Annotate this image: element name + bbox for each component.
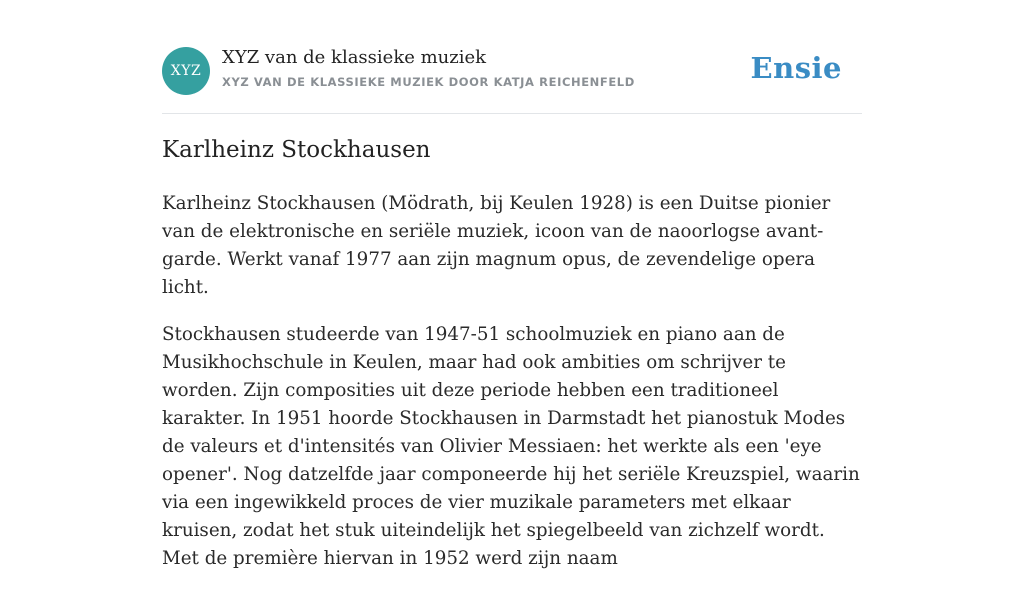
avatar[interactable]: XYZ: [162, 47, 210, 95]
brand-logo[interactable]: Ensie: [750, 51, 842, 85]
site-subtitle: XYZ VAN DE KLASSIEKE MUZIEK DOOR KATJA REICHENFELD: [222, 75, 635, 89]
site-header: [162, 47, 862, 95]
article-paragraph: Stockhausen studeerde van 1947-51 schoolmuziek en piano aan de Musikhochschule in Keulen, maar had ook ambities om schrijver te worden. Zijn composities uit deze periode hebben een traditioneel karakter. In 1951 hoorde Stockhausen in Darmstadt het pianostuk Modes de valeurs et d'intensités van Olivier Messiaen: het werkte als een 'eye opener'. Nog datzelfde jaar componeerde hij het seriële Kreuzspiel, waarin via een ingewikkeld proces de vier muzikale parameters met elkaar kruisen, zodat het stuk uiteindelijk het spiegelbeeld van zichzelf wordt. Met de première hiervan in 1952 werd zijn naam: [162, 324, 860, 569]
header-divider: [162, 113, 862, 114]
article-paragraph: Karlheinz Stockhausen (Mödrath, bij Keulen 1928) is een Duitse pionier van de elektronische en seriële muziek, icoon van de naoorlogse avant-garde. Werkt vanaf 1977 aan zijn magnum opus, de zevendelige opera licht.: [162, 193, 831, 298]
site-title[interactable]: XYZ van de klassieke muziek: [222, 47, 487, 68]
article-title: Karlheinz Stockhausen: [162, 137, 431, 163]
article-body: [162, 190, 862, 592]
